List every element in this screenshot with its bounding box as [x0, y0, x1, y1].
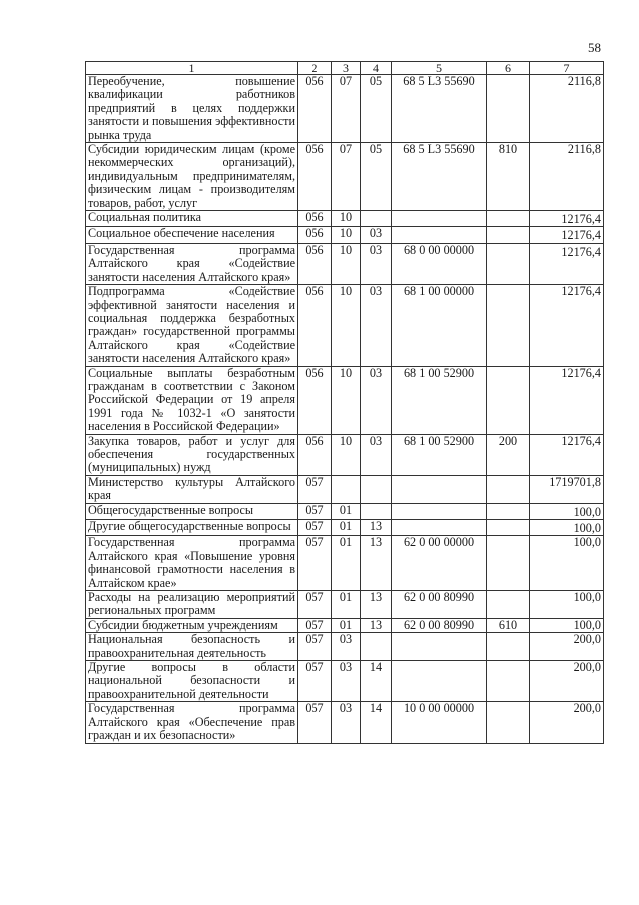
- header-col-2: 2: [298, 62, 332, 75]
- row-amount: 100,0: [530, 536, 604, 591]
- row-admin-code: 056: [298, 75, 332, 143]
- header-col-5: 5: [392, 62, 487, 75]
- row-section: 10: [332, 211, 361, 227]
- row-subsection: 13: [361, 520, 392, 536]
- row-name: Общегосударственные вопросы: [86, 503, 298, 519]
- row-name: Социальные выплаты безработным гражданам в соответствии с Законом Российской Федерации от 19 апреля 1991 года № 1032-1 «О занятости населения в Российской Федерации»: [86, 366, 298, 434]
- table-row: [86, 243, 604, 284]
- row-section: 03: [332, 661, 361, 702]
- row-amount: 200,0: [530, 702, 604, 743]
- row-name: Государственная программа Алтайского края «Повышение уровня финансовой грамотности населения в Алтайском крае»: [86, 536, 298, 591]
- table-row: [86, 618, 604, 632]
- row-admin-code: 057: [298, 520, 332, 536]
- row-admin-code: 056: [298, 243, 332, 284]
- row-section: 01: [332, 520, 361, 536]
- row-expense-type: [487, 633, 530, 661]
- row-name: Социальное обеспечение населения: [86, 227, 298, 243]
- row-name: Национальная безопасность и правоохранительная деятельность: [86, 633, 298, 661]
- row-amount: 12176,4: [530, 243, 604, 284]
- table-row: [86, 503, 604, 519]
- row-section: 07: [332, 75, 361, 143]
- row-section: 01: [332, 618, 361, 632]
- row-amount: 100,0: [530, 618, 604, 632]
- row-subsection: [361, 211, 392, 227]
- row-section: 10: [332, 243, 361, 284]
- table-row: [86, 227, 604, 243]
- row-subsection: 13: [361, 536, 392, 591]
- row-subsection: 03: [361, 434, 392, 475]
- row-name: Другие вопросы в области национальной безопасности и правоохранительной деятельности: [86, 661, 298, 702]
- row-expense-type: [487, 591, 530, 619]
- row-subsection: 05: [361, 75, 392, 143]
- row-admin-code: 056: [298, 227, 332, 243]
- row-subsection: 03: [361, 227, 392, 243]
- row-target-item: [392, 661, 487, 702]
- row-section: [332, 475, 361, 503]
- row-subsection: 13: [361, 591, 392, 619]
- row-amount: 2116,8: [530, 143, 604, 211]
- row-section: 01: [332, 536, 361, 591]
- row-section: 10: [332, 366, 361, 434]
- header-col-4: 4: [361, 62, 392, 75]
- row-amount: 100,0: [530, 503, 604, 519]
- row-target-item: [392, 503, 487, 519]
- row-target-item: 68 5 L3 55690: [392, 143, 487, 211]
- table-row: [86, 702, 604, 743]
- row-subsection: [361, 503, 392, 519]
- row-expense-type: 200: [487, 434, 530, 475]
- row-expense-type: 610: [487, 618, 530, 632]
- row-target-item: 68 1 00 52900: [392, 434, 487, 475]
- table-row: [86, 661, 604, 702]
- table-row: [86, 536, 604, 591]
- row-amount: 200,0: [530, 633, 604, 661]
- table-row: [86, 75, 604, 143]
- row-expense-type: [487, 285, 530, 366]
- row-section: 01: [332, 591, 361, 619]
- table-row: [86, 475, 604, 503]
- row-name: Государственная программа Алтайского края «Обеспечение прав граждан и их безопасности»: [86, 702, 298, 743]
- table-row: [86, 591, 604, 619]
- row-admin-code: 056: [298, 143, 332, 211]
- row-admin-code: 057: [298, 702, 332, 743]
- budget-table: [85, 61, 604, 744]
- row-subsection: [361, 475, 392, 503]
- row-admin-code: 057: [298, 503, 332, 519]
- row-admin-code: 057: [298, 475, 332, 503]
- row-admin-code: 056: [298, 211, 332, 227]
- row-expense-type: [487, 536, 530, 591]
- row-expense-type: [487, 520, 530, 536]
- row-section: 10: [332, 227, 361, 243]
- row-expense-type: [487, 75, 530, 143]
- row-target-item: [392, 227, 487, 243]
- row-target-item: 68 0 00 00000: [392, 243, 487, 284]
- row-amount: 12176,4: [530, 285, 604, 366]
- row-section: 03: [332, 633, 361, 661]
- row-target-item: 10 0 00 00000: [392, 702, 487, 743]
- row-admin-code: 056: [298, 434, 332, 475]
- row-subsection: [361, 633, 392, 661]
- header-col-7: 7: [530, 62, 604, 75]
- row-subsection: 03: [361, 243, 392, 284]
- row-subsection: 13: [361, 618, 392, 632]
- row-amount: 12176,4: [530, 366, 604, 434]
- row-expense-type: [487, 211, 530, 227]
- row-subsection: 05: [361, 143, 392, 211]
- table-row: [86, 211, 604, 227]
- row-target-item: [392, 633, 487, 661]
- row-amount: 12176,4: [530, 227, 604, 243]
- row-target-item: 62 0 00 80990: [392, 591, 487, 619]
- row-amount: 100,0: [530, 591, 604, 619]
- row-expense-type: [487, 475, 530, 503]
- row-expense-type: [487, 503, 530, 519]
- row-amount: 200,0: [530, 661, 604, 702]
- table-row: [86, 143, 604, 211]
- row-target-item: 68 1 00 52900: [392, 366, 487, 434]
- page-number: 58: [588, 40, 601, 55]
- row-admin-code: 056: [298, 366, 332, 434]
- header-col-3: 3: [332, 62, 361, 75]
- row-admin-code: 057: [298, 591, 332, 619]
- row-target-item: 68 5 L3 55690: [392, 75, 487, 143]
- row-expense-type: [487, 366, 530, 434]
- row-expense-type: [487, 661, 530, 702]
- row-target-item: [392, 475, 487, 503]
- row-name: Субсидии бюджетным учреждениям: [86, 618, 298, 632]
- table-row: [86, 633, 604, 661]
- header-col-6: 6: [487, 62, 530, 75]
- table-row: [86, 285, 604, 366]
- row-name: Другие общегосударственные вопросы: [86, 520, 298, 536]
- row-name: Закупка товаров, работ и услуг для обеспечения государственных (муниципальных) нужд: [86, 434, 298, 475]
- row-admin-code: 056: [298, 285, 332, 366]
- row-target-item: [392, 520, 487, 536]
- table-row: [86, 520, 604, 536]
- row-amount: 100,0: [530, 520, 604, 536]
- table-row: [86, 366, 604, 434]
- row-subsection: 14: [361, 661, 392, 702]
- row-name: Расходы на реализацию мероприятий региональных программ: [86, 591, 298, 619]
- row-section: 07: [332, 143, 361, 211]
- row-admin-code: 057: [298, 536, 332, 591]
- row-subsection: 03: [361, 285, 392, 366]
- header-row: [86, 62, 604, 75]
- row-subsection: 03: [361, 366, 392, 434]
- row-name: Переобучение, повышение квалификации работников предприятий в целях поддержки занятости и повышения эффективности рынка труда: [86, 75, 298, 143]
- row-name: Государственная программа Алтайского края «Содействие занятости населения Алтайского края»: [86, 243, 298, 284]
- row-name: Подпрограмма «Содействие эффективной занятости населения и социальная поддержка безработных граждан» государственной программы Алтайского края «Содействие занятости населения Алтайского края»: [86, 285, 298, 366]
- row-amount: 12176,4: [530, 434, 604, 475]
- row-section: 03: [332, 702, 361, 743]
- row-name: Министерство культуры Алтайского края: [86, 475, 298, 503]
- row-amount: 12176,4: [530, 211, 604, 227]
- row-target-item: 68 1 00 00000: [392, 285, 487, 366]
- row-name: Социальная политика: [86, 211, 298, 227]
- row-subsection: 14: [361, 702, 392, 743]
- header-col-1: 1: [86, 62, 298, 75]
- row-section: 10: [332, 285, 361, 366]
- row-expense-type: [487, 243, 530, 284]
- row-admin-code: 057: [298, 633, 332, 661]
- row-expense-type: 810: [487, 143, 530, 211]
- row-expense-type: [487, 702, 530, 743]
- row-target-item: [392, 211, 487, 227]
- row-admin-code: 057: [298, 618, 332, 632]
- row-section: 10: [332, 434, 361, 475]
- row-target-item: 62 0 00 00000: [392, 536, 487, 591]
- row-amount: 2116,8: [530, 75, 604, 143]
- row-section: 01: [332, 503, 361, 519]
- row-expense-type: [487, 227, 530, 243]
- row-admin-code: 057: [298, 661, 332, 702]
- table-row: [86, 434, 604, 475]
- row-target-item: 62 0 00 80990: [392, 618, 487, 632]
- row-name: Субсидии юридическим лицам (кроме некоммерческих организаций), индивидуальным предпринимателям, физическим лицам - производителям товаров, работ, услуг: [86, 143, 298, 211]
- row-amount: 1719701,8: [530, 475, 604, 503]
